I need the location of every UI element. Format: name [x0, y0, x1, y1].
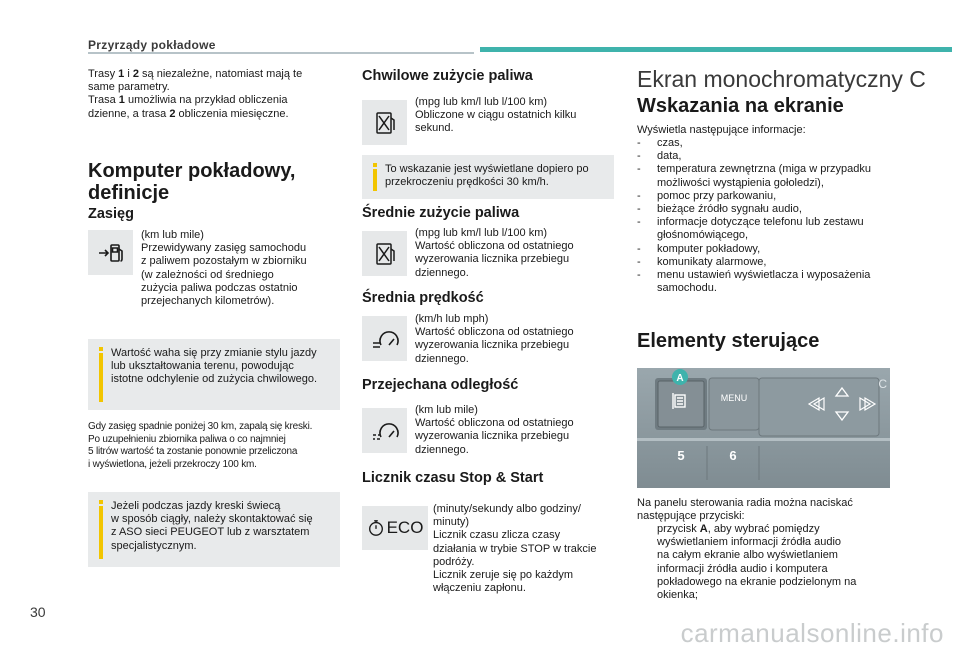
text-line: następujące przyciski:	[637, 510, 745, 523]
text-line: Po uzupełnieniu zbiornika paliwa o co najmniej	[88, 433, 286, 445]
menu-button-label: MENU	[720, 393, 748, 403]
text-line: dziennego.	[415, 352, 469, 365]
text-line: Na panelu sterowania radia można naciskać	[637, 497, 853, 509]
text-line: istotne odchylenie od zużycia chwilowego.	[111, 373, 318, 386]
info-text	[385, 163, 589, 191]
list-item	[637, 203, 917, 216]
heading-controls: Elementy sterujące	[637, 330, 820, 352]
text-line: (mpg lub km/l lub l/100 km)	[415, 96, 548, 108]
list-item	[637, 269, 917, 295]
list-item-line: data,	[657, 150, 682, 163]
text-line: dziennego.	[415, 266, 469, 279]
text-line: (minuty/sekundy albo godziny/	[433, 503, 581, 515]
text-line	[657, 563, 927, 576]
text-line: wyzerowania licznika przebiegu	[415, 430, 570, 443]
list-item	[637, 256, 917, 269]
range-icon	[88, 230, 133, 275]
stop-start-description	[433, 503, 623, 595]
info-icon	[372, 163, 377, 191]
controls-intro	[637, 497, 917, 523]
distance-description	[415, 404, 605, 457]
text-line: 5 litrów wartość ta zostanie ponownie przeliczona	[88, 446, 298, 458]
watermark: carmanualsonline.info	[680, 618, 944, 648]
text-line: Licznik czasu zlicza czasy	[433, 529, 561, 542]
list-item-line: bieżące źródło sygnału audio,	[657, 203, 802, 216]
heading-average-speed: Średnia prędkość	[362, 290, 484, 306]
text-run: , aby wybrać pomiędzy	[707, 523, 820, 535]
indications-intro: Wyświetla następujące informacje:	[637, 124, 806, 136]
text-line: Wartość obliczona od ostatniego	[415, 240, 574, 253]
text-line: Gdy zasięg spadnie poniżej 30 km, zapalą się kreski.	[88, 421, 313, 432]
text-run: na całym ekranie albo wyświetlaniem	[657, 549, 838, 562]
list-item	[637, 163, 917, 189]
text-line: (mpg lub km/l lub l/100 km)	[415, 227, 548, 239]
list-item-line: pomoc przy parkowaniu,	[657, 189, 777, 202]
info-box-instant	[362, 155, 614, 199]
header-rule-left	[88, 52, 474, 54]
eco-label: ECO	[386, 518, 424, 537]
text-line: Obliczone w ciągu ostatnich kilku	[415, 109, 577, 122]
speedometer-icon	[362, 316, 407, 361]
list-item	[637, 150, 917, 163]
controls-list	[637, 523, 927, 602]
text-line: To wskazanie jest wyświetlane dopiero po	[385, 163, 589, 175]
preset-6-label: 6	[729, 448, 737, 463]
page-number: 30	[30, 604, 46, 620]
heading-average-consumption: Średnie zużycie paliwa	[362, 205, 520, 221]
text-line	[657, 589, 927, 602]
dash-marker: -	[637, 255, 641, 268]
controls-item-button-a	[637, 523, 927, 602]
trip-distance-icon	[362, 408, 407, 453]
screen-heading: Ekran monochromatyczny C	[637, 66, 926, 92]
indications-list	[637, 137, 917, 295]
text-line: zużycia paliwa podczas ostatnio	[141, 281, 298, 294]
text-line: specjalistycznym.	[111, 539, 197, 552]
text-run: okienka;	[657, 589, 698, 602]
list-item-line: menu ustawień wyświetlacza i wyposażenia	[657, 269, 871, 282]
heading-distance: Przejechana odległość	[362, 377, 519, 393]
text-line: przejechanych kilometrów).	[141, 295, 275, 308]
dash-marker: -	[637, 150, 641, 163]
list-item-line: głośnomówiącego,	[657, 229, 749, 242]
dash-marker: -	[637, 163, 641, 176]
heading-instant-consumption: Chwilowe zużycie paliwa	[362, 68, 533, 84]
list-item-line: możliwości wystąpienia gołoledzi),	[657, 176, 824, 189]
text-line: i wyświetlona, jeżeli przekroczy 100 km.	[88, 458, 257, 470]
text-line	[657, 576, 927, 589]
text-line: (km lub mile)	[415, 404, 478, 416]
dash-marker: -	[637, 269, 641, 282]
list-item-line: informacje dotyczące telefonu lub zestawu	[657, 216, 864, 229]
text-line	[657, 536, 927, 549]
text-run: obliczenia miesięczne.	[175, 107, 289, 120]
eco-timer-icon	[362, 506, 428, 550]
info-text	[111, 347, 317, 402]
dash-marker: -	[637, 203, 641, 216]
average-speed-description	[415, 313, 605, 366]
text-line	[88, 108, 348, 121]
heading-indications: Wskazania na ekranie	[637, 95, 844, 117]
text-run: Trasy	[88, 68, 119, 80]
text-run: są niezależne, natomiast mają te	[138, 68, 303, 80]
stopwatch-icon	[367, 519, 385, 537]
text-run: i	[124, 68, 133, 80]
heading-stop-start-timer: Licznik czasu Stop & Start	[362, 470, 544, 486]
text-run: informacji źródła audio i komputera	[657, 562, 828, 575]
bold-text: 2	[169, 107, 176, 120]
text-run: wyświetlaniem informacji źródła audio	[657, 536, 842, 549]
radio-control-panel-image	[637, 368, 890, 488]
info-icon	[98, 500, 103, 559]
text-line: minuty)	[433, 516, 470, 529]
preset-5-label: 5	[677, 448, 685, 463]
badge-a-label: A	[676, 373, 684, 384]
instant-description	[415, 96, 605, 136]
text-line: lub ukształtowania terenu, powodując	[111, 360, 294, 373]
info-text	[111, 500, 313, 559]
text-line: w sposób ciągły, należy skontaktować się	[111, 513, 313, 526]
text-run: Trasa	[88, 94, 119, 107]
text-line: (km lub mile)	[141, 229, 204, 241]
list-item	[637, 137, 917, 150]
text-line: włączeniu zapłonu.	[433, 582, 526, 595]
panel-edge-label: C	[878, 377, 887, 391]
bold-text: 1	[118, 68, 125, 80]
text-line: sekund.	[415, 122, 454, 135]
text-line: przekroczeniu prędkości 30 km/h.	[385, 176, 549, 189]
list-item-line: temperatura zewnętrzna (miga w przypadku	[657, 163, 871, 176]
list-item-line: samochodu.	[657, 282, 717, 295]
intro-paragraph	[88, 68, 348, 121]
text-line	[88, 68, 348, 81]
list-item-line: czas,	[657, 137, 683, 149]
range-description	[141, 229, 341, 308]
page-header-title: Przyrządy pokładowe	[88, 38, 216, 52]
text-line: z ASO sieci PEUGEOT lub z warsztatem	[111, 526, 310, 539]
text-line: dziennego.	[415, 443, 469, 456]
bold-text: 1	[118, 94, 125, 107]
section-title-onboard-computer: Komputer pokładowy, definicje	[88, 160, 296, 204]
text-line: Wartość waha się przy zmianie stylu jazdy	[111, 347, 317, 359]
text-line: Licznik zeruje się po każdym	[433, 569, 574, 582]
list-item	[637, 243, 917, 256]
list-item	[637, 190, 917, 203]
text-line: Jeżeli podczas jazdy kreski świecą	[111, 500, 281, 512]
list-item-line: komunikaty alarmowe,	[657, 255, 767, 268]
range-note	[88, 421, 348, 471]
info-icon	[98, 347, 103, 402]
text-line	[88, 94, 348, 107]
info-box-range	[88, 339, 340, 410]
fuel-pump-average-icon	[362, 231, 407, 276]
header-rule-right	[480, 47, 952, 52]
text-run: same parametry.	[88, 81, 170, 94]
bold-text: A	[699, 523, 708, 535]
text-line: Wartość obliczona od ostatniego	[415, 326, 574, 339]
text-line: (w zależności od średniego	[141, 268, 274, 281]
text-run: pokładowego na ekranie podzielonym na	[657, 575, 857, 588]
text-run: umożliwia na przykład obliczenia	[124, 94, 288, 107]
text-line: działania w trybie STOP w trakcie	[433, 542, 597, 555]
dash-marker: -	[637, 216, 641, 229]
text-line: wyzerowania licznika przebiegu	[415, 339, 570, 352]
text-line: (km/h lub mph)	[415, 313, 489, 325]
text-line: Przewidywany zasięg samochodu	[141, 242, 307, 255]
text-line	[657, 523, 927, 536]
dash-marker: -	[637, 242, 641, 255]
info-box-service	[88, 492, 340, 567]
text-run: przycisk	[657, 523, 700, 535]
bold-text: 2	[132, 68, 139, 80]
heading-range: Zasięg	[88, 206, 134, 222]
dash-marker: -	[637, 137, 641, 149]
text-line	[88, 81, 348, 94]
text-line: Wartość obliczona od ostatniego	[415, 417, 574, 430]
text-line: z paliwem pozostałym w zbiorniku	[141, 255, 307, 268]
text-line	[657, 549, 927, 562]
text-line: podróży.	[433, 555, 475, 568]
text-run: dzienne, a trasa	[88, 107, 170, 120]
dash-marker: -	[637, 189, 641, 202]
text-line: wyzerowania licznika przebiegu	[415, 253, 570, 266]
fuel-pump-icon	[362, 100, 407, 145]
average-consumption-description	[415, 227, 605, 280]
list-item	[637, 216, 917, 242]
list-item-line: komputer pokładowy,	[657, 242, 761, 255]
